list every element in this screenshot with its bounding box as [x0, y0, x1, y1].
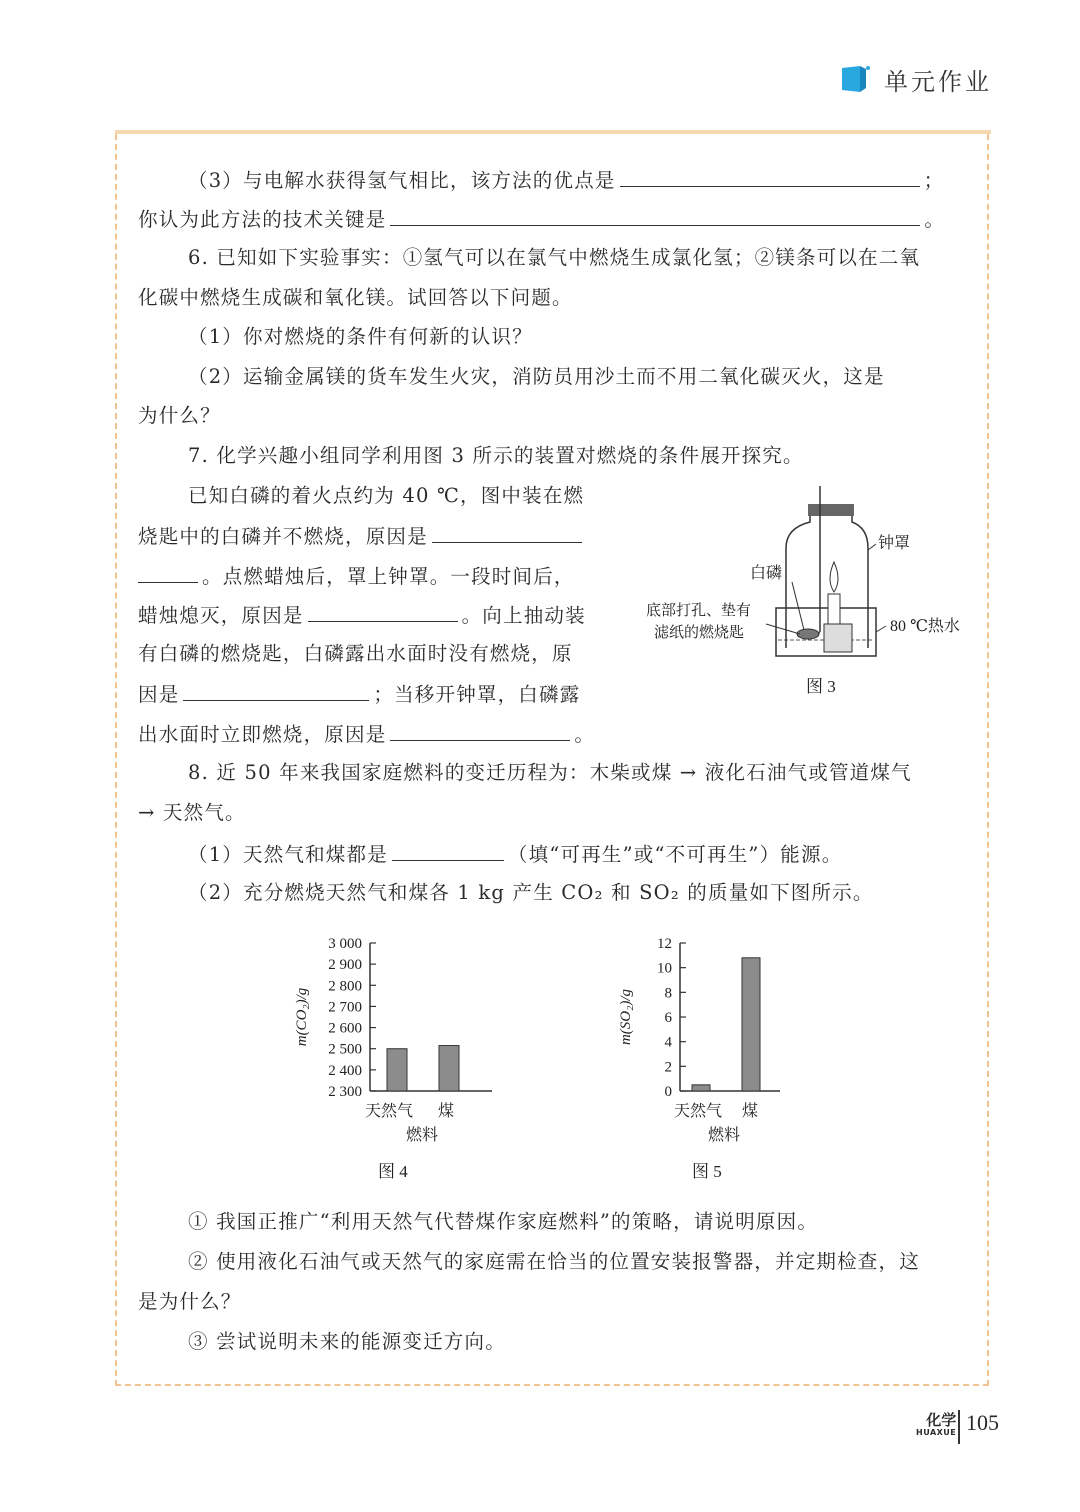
figure-3-apparatus: [640, 484, 980, 704]
label-spoon-1: 底部打孔、垫有: [646, 603, 752, 619]
answer-blank[interactable]: [390, 720, 570, 741]
answer-blank[interactable]: [138, 562, 198, 583]
bar-coal: [742, 958, 760, 1091]
category-label: 煤: [742, 1103, 759, 1120]
q8-stem-1: 8. 近 50 年来我国家庭燃料的变迁历程为：木柴或煤 → 液化石油气或管道煤气: [188, 761, 912, 784]
combustion-spoon: [797, 629, 819, 639]
brand-pinyin: HUAXUE: [916, 1428, 957, 1437]
y-tick-label: 2 500: [328, 1041, 362, 1058]
answer-blank[interactable]: [183, 680, 369, 701]
y-tick-label: 2 900: [328, 957, 362, 974]
q8-sub1: ① 我国正推广“利用天然气代替煤作家庭燃料”的策略，请说明原因。: [188, 1210, 819, 1233]
y-tick-label: 2 700: [328, 999, 362, 1016]
q8-sub3: ③ 尝试说明未来的能源变迁方向。: [188, 1330, 506, 1353]
y-tick-label: 2 300: [328, 1084, 362, 1100]
q8-part1: （1）天然气和煤都是 （填“可再生”或“不可再生”）能源。: [188, 840, 842, 868]
figure-4-caption: 图 4: [378, 1162, 408, 1181]
bar-coal: [439, 1046, 459, 1091]
label-spoon-2: 滤纸的燃烧匙: [654, 625, 745, 641]
stopper: [808, 504, 854, 516]
q8-part2: （2）充分燃烧天然气和煤各 1 kg 产生 CO₂ 和 SO₂ 的质量如下图所示。: [188, 881, 874, 904]
footer-divider: [958, 1410, 960, 1444]
q7-line1: 已知白磷的着火点约为 40 ℃，图中装在燃: [188, 484, 585, 507]
q8-sub2-line1: ② 使用液化石油气或天然气的家庭需在恰当的位置安装报警器，并定期检查，这: [188, 1250, 920, 1273]
figure-4-co2-chart: [280, 925, 520, 1187]
q7-line3: 。点燃蜡烛后，罩上钟罩。一段时间后，: [138, 562, 575, 590]
answer-blank[interactable]: [432, 522, 582, 543]
y-tick-label: 6: [664, 1010, 672, 1026]
q7-line6: 因是 ；当移开钟罩，白磷露: [138, 680, 580, 708]
bookmark-icon: [842, 66, 870, 92]
leader-line: [766, 624, 800, 634]
figure-5-caption: 图 5: [692, 1162, 722, 1181]
y-tick-label: 2 400: [328, 1062, 362, 1079]
y-tick-label: 3 000: [328, 936, 362, 952]
y-tick-label: 2 600: [328, 1020, 362, 1037]
candle-flame: [830, 562, 838, 592]
y-tick-label: 2 800: [328, 978, 362, 995]
category-label: 天然气: [365, 1103, 414, 1120]
y-tick-label: 8: [664, 985, 672, 1002]
figure-3-caption: 图 3: [806, 677, 836, 696]
y-tick-label: 12: [657, 936, 672, 952]
answer-blank[interactable]: [390, 205, 920, 226]
q7-stem: 7. 化学兴趣小组同学利用图 3 所示的装置对燃烧的条件展开探究。: [188, 444, 804, 467]
q6-part2-line1: （2）运输金属镁的货车发生火灾，消防员用沙土而不用二氧化碳灭火，这是: [188, 365, 885, 388]
bar-natural-gas: [692, 1085, 710, 1091]
y-tick-label: 4: [664, 1034, 672, 1051]
q5-part3-line1: （3）与电解水获得氢气相比，该方法的优点是 ；: [188, 166, 944, 194]
y-tick-label: 0: [664, 1084, 672, 1100]
q7-line2: 烧匙中的白磷并不燃烧，原因是: [138, 522, 586, 550]
candle-stand: [824, 624, 852, 652]
brand-chinese: 化学: [926, 1411, 957, 1429]
leader-line: [868, 544, 876, 550]
x-axis-label: 燃料: [708, 1127, 741, 1144]
leader-line: [792, 582, 804, 630]
q6-part1: （1）你对燃烧的条件有何新的认识？: [188, 325, 533, 348]
bar-natural-gas: [387, 1049, 407, 1091]
y-axis-label: m(CO₂)/g: [294, 987, 310, 1047]
page-number: 105: [966, 1410, 999, 1435]
answer-blank[interactable]: [620, 166, 920, 187]
footer-brand: [916, 1412, 956, 1437]
label-phosphorus: 白磷: [750, 565, 783, 582]
answer-blank[interactable]: [392, 840, 504, 861]
label-bell-jar: 钟罩: [878, 535, 911, 552]
y-axis-label: m(SO₂)/g: [618, 988, 634, 1046]
y-tick-label: 2: [664, 1059, 672, 1076]
q7-line5: 有白磷的燃烧匙，白磷露出水面时没有燃烧，原: [138, 642, 573, 665]
q6-stem-1: 6. 已知如下实验事实：①氢气可以在氯气中燃烧生成氯化氢；②镁条可以在二氧: [188, 246, 921, 269]
x-axis-label: 燃料: [406, 1127, 439, 1144]
q5-part3-line2: 你认为此方法的技术关键是 。: [138, 205, 945, 233]
y-tick-label: 10: [657, 960, 672, 977]
category-label: 天然气: [674, 1103, 723, 1120]
category-label: 煤: [438, 1103, 455, 1120]
q6-part2-line2: 为什么？: [138, 404, 221, 427]
label-hot-water: 80 ℃热水: [890, 618, 960, 635]
answer-blank[interactable]: [308, 601, 458, 622]
q6-stem-2: 化碳中燃烧生成碳和氧化镁。试回答以下问题。: [138, 286, 573, 309]
leader-line: [876, 626, 886, 632]
section-title: 单元作业: [884, 68, 992, 96]
q7-line4: 蜡烛熄灭，原因是 。向上抽动装: [138, 601, 586, 629]
q7-line7: 出水面时立即燃烧，原因是 。: [138, 720, 595, 748]
q8-stem-2: → 天然气。: [138, 801, 246, 824]
figure-5-so2-chart: [600, 925, 800, 1187]
q8-sub2-line2: 是为什么？: [138, 1290, 242, 1313]
